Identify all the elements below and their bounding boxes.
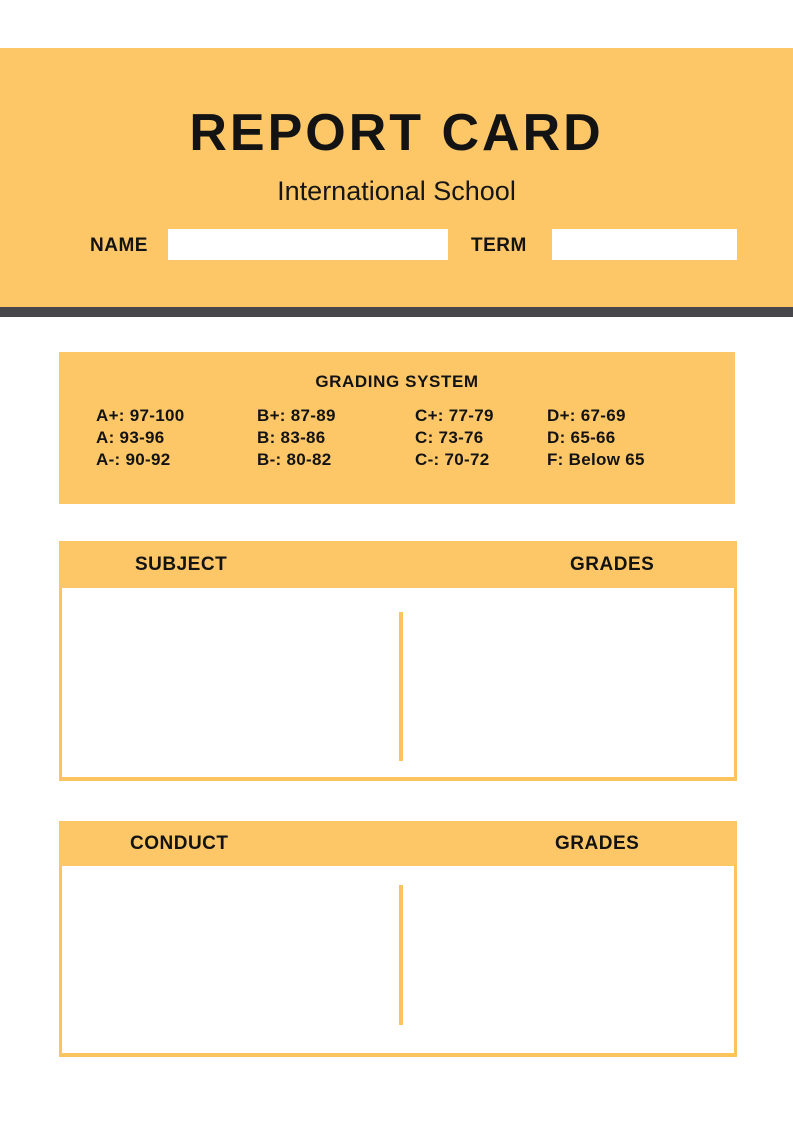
subject-table — [59, 541, 737, 781]
conduct-table-body — [59, 866, 737, 1057]
grading-system-title: GRADING SYSTEM — [315, 372, 479, 391]
grade-range: D+: 67-69 — [547, 406, 626, 425]
subject-table-header — [59, 541, 737, 588]
grade-range: F: Below 65 — [547, 450, 645, 469]
subject-table-body — [59, 588, 737, 781]
conduct-table — [59, 821, 737, 1057]
name-input[interactable] — [168, 229, 448, 260]
subject-column-header: SUBJECT — [135, 553, 228, 575]
grading-column-a — [96, 405, 257, 471]
grading-column-d — [547, 405, 735, 471]
subject-grades-entry-area[interactable] — [403, 588, 734, 777]
term-input[interactable] — [552, 229, 737, 260]
conduct-entry-area[interactable] — [62, 866, 399, 1053]
grade-range: A+: 97-100 — [96, 406, 185, 425]
name-label: NAME — [90, 235, 148, 256]
grading-column-c — [415, 405, 547, 471]
conduct-grades-column-header: GRADES — [555, 832, 640, 854]
grade-range: B: 83-86 — [257, 428, 326, 447]
grading-column-b — [257, 405, 415, 471]
header-divider-bar — [0, 307, 793, 317]
grading-system-box — [59, 352, 735, 504]
grade-range: C: 73-76 — [415, 428, 484, 447]
conduct-table-header — [59, 821, 737, 866]
subject-grades-column-header: GRADES — [570, 553, 655, 575]
grade-range: C+: 77-79 — [415, 406, 494, 425]
grade-range: B+: 87-89 — [257, 406, 336, 425]
school-name: International School — [277, 176, 516, 206]
conduct-grades-entry-area[interactable] — [403, 866, 734, 1053]
page-title: REPORT CARD — [189, 104, 604, 162]
grade-range: B-: 80-82 — [257, 450, 332, 469]
grade-range: A: 93-96 — [96, 428, 165, 447]
term-label: TERM — [471, 235, 527, 256]
subject-entry-area[interactable] — [62, 588, 399, 777]
grading-grid — [59, 405, 735, 471]
conduct-column-header: CONDUCT — [130, 832, 229, 854]
grade-range: A-: 90-92 — [96, 450, 171, 469]
grade-range: C-: 70-72 — [415, 450, 490, 469]
grade-range: D: 65-66 — [547, 428, 616, 447]
